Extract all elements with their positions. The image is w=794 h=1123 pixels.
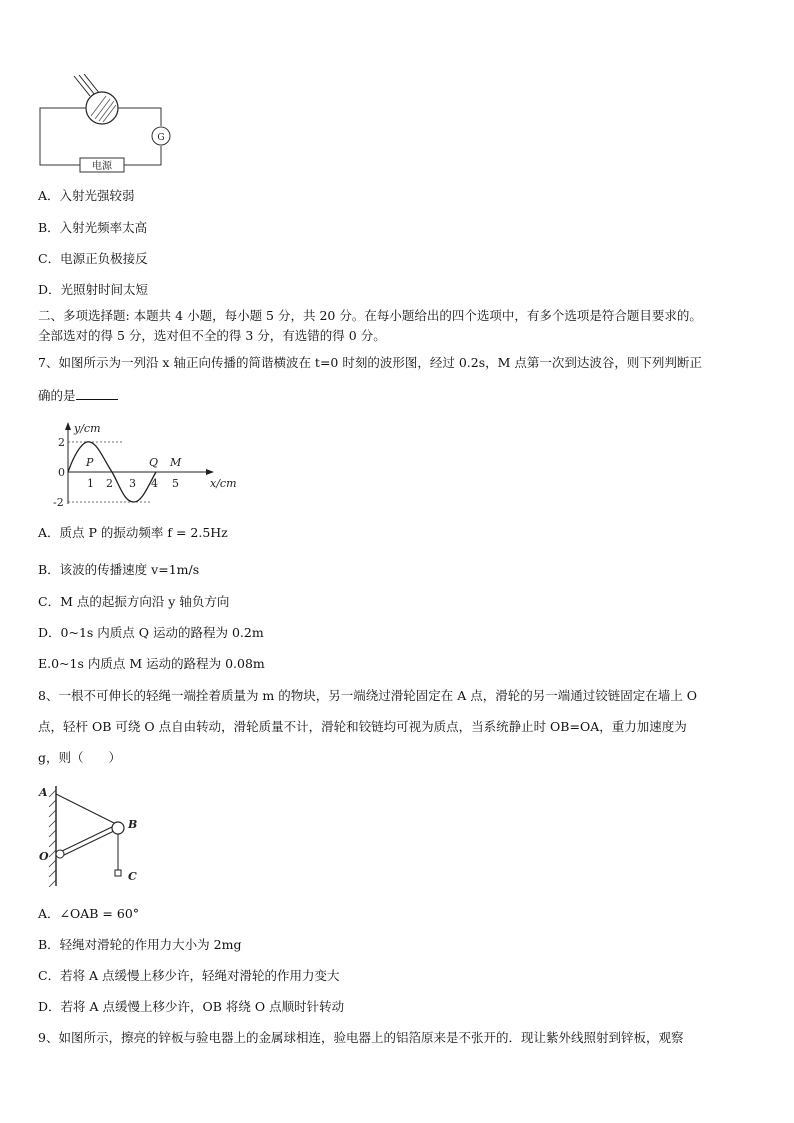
- q8-option-d: D．若将 A 点缓慢上移少许，OB 将绕 O 点顺时针转动: [38, 999, 345, 1014]
- q8-stem-line3: g，则（ ）: [38, 750, 122, 765]
- pulley-rod-figure: [36, 782, 156, 890]
- q9-stem-line1: 9、如图所示，擦亮的锌板与验电器上的金属球相连，验电器上的铝箔原来是不张开的．现让紫外线照射到锌板，观察: [38, 1030, 684, 1045]
- rope-a-b: [56, 794, 116, 824]
- y-axis-label: y/cm: [74, 422, 101, 435]
- q7-option-a: A．质点 P 的振动频率 f = 2.5Hz: [38, 525, 228, 540]
- q8-option-b: B．轻绳对滑轮的作用力大小为 2mg: [38, 937, 242, 952]
- q7-option-c: C．M 点的起振方向沿 y 轴负方向: [38, 594, 230, 609]
- q8-stem-line2: 点，轻杆 OB 可绕 O 点自由转动，滑轮质量不计，滑轮和铰链均可视为质点，当系统静止时 OB=OA，重力加速度为: [38, 719, 687, 734]
- point-m-label: M: [170, 456, 182, 469]
- q6-option-c: C．电源正负极接反: [38, 251, 148, 266]
- block-c: [115, 870, 121, 876]
- y-tick-2: 2: [58, 436, 65, 449]
- label-a: A: [39, 786, 48, 799]
- answer-blank: [76, 387, 118, 400]
- y-tick-0: 0: [58, 466, 65, 479]
- photocell-tube: [86, 92, 118, 124]
- x-tick-4: 4: [151, 477, 158, 490]
- section2-heading-line1: 二、多项选择题: 本题共 4 小题，每小题 5 分，共 20 分。在每小题给出的四个选项中，有多个选项是符合题目要求的。: [38, 308, 702, 323]
- q7-stem-line2-text: 确的是: [38, 388, 76, 403]
- q8-option-c: C．若将 A 点缓慢上移少许，轻绳对滑轮的作用力变大: [38, 968, 340, 983]
- x-tick-1: 1: [87, 477, 94, 490]
- power-source-label: 电源: [92, 161, 112, 172]
- point-p-label: P: [86, 456, 94, 469]
- q8-stem-line1: 8、一根不可伸长的轻绳一端拴着质量为 m 的物块，另一端绕过滑轮固定在 A 点，滑轮的另一端通过铰链固定在墙上 O: [38, 688, 697, 703]
- q6-option-d: D．光照射时间太短: [38, 282, 149, 297]
- hinge-o: [56, 850, 64, 858]
- q8-option-a: A．∠OAB = 60°: [38, 906, 140, 921]
- label-b: B: [128, 818, 138, 831]
- label-c: C: [128, 870, 137, 883]
- galvanometer-label: G: [157, 133, 165, 143]
- x-tick-2: 2: [106, 477, 113, 490]
- x-axis-label: x/cm: [210, 477, 237, 490]
- wave-graph-figure: [44, 420, 244, 512]
- q7-option-e: E.0~1s 内质点 M 运动的路程为 0.08m: [38, 656, 265, 671]
- x-tick-3: 3: [129, 477, 136, 490]
- label-o: O: [39, 850, 49, 863]
- q6-option-b: B．入射光频率太高: [38, 220, 148, 235]
- y-tick-neg2: -2: [53, 496, 64, 509]
- q6-option-a: A．入射光强较弱: [38, 188, 135, 203]
- rod-ob: [60, 826, 114, 852]
- q7-option-d: D．0~1s 内质点 Q 运动的路程为 0.2m: [38, 625, 264, 640]
- photoelectric-circuit-figure: [36, 74, 176, 174]
- q7-stem-line2: [38, 387, 118, 404]
- section2-heading-line2: 全部选对的得 5 分，选对但不全的得 3 分，有选错的得 0 分。: [38, 328, 386, 343]
- x-tick-5: 5: [172, 477, 179, 490]
- pulley-b: [112, 822, 124, 834]
- q7-option-b: B．该波的传播速度 v=1m/s: [38, 562, 200, 577]
- q7-stem-line1: 7、如图所示为一列沿 x 轴正向传播的简谐横波在 t=0 时刻的波形图，经过 0.2s，M 点第一次到达波谷，则下列判断正: [38, 355, 702, 370]
- point-q-label: Q: [149, 456, 159, 469]
